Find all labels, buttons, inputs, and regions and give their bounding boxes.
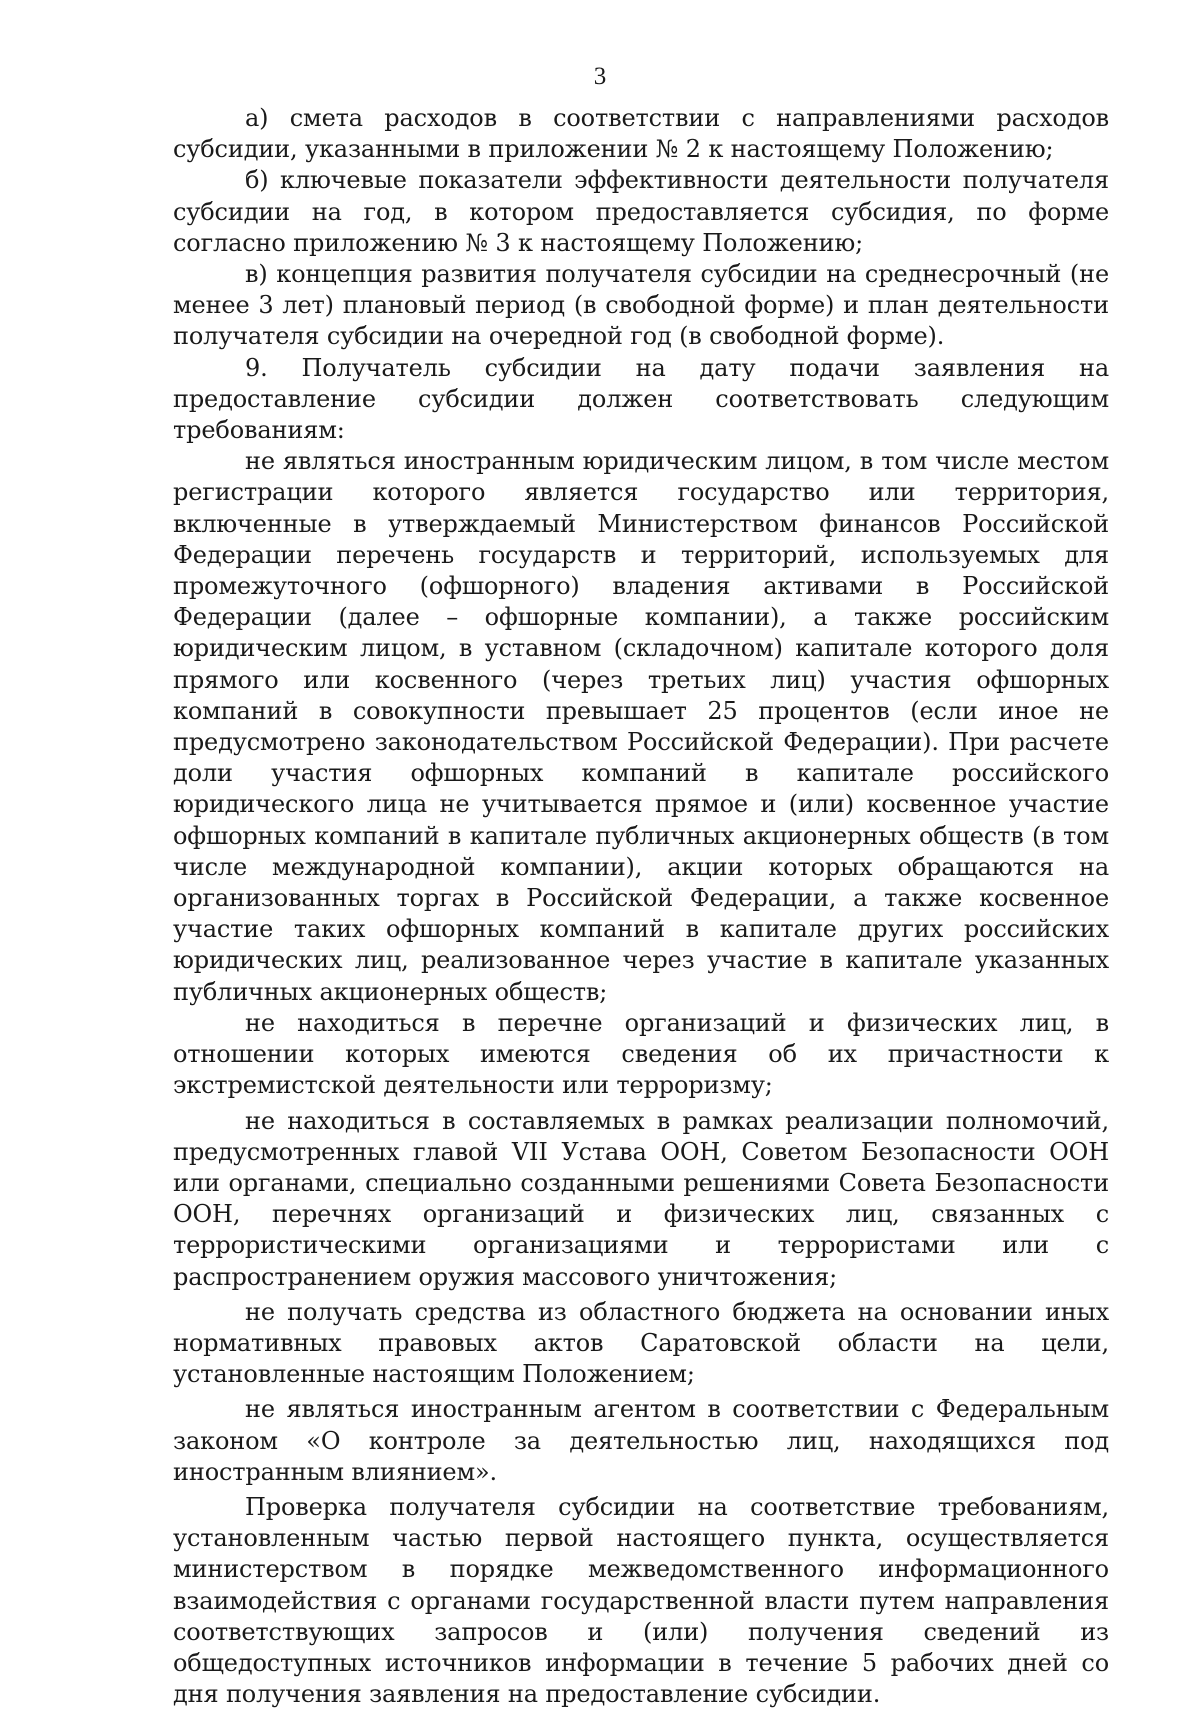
paragraph-8a-cost-estimate: а) смета расходов в соответствии с направлениями расходов субсидии, указанными в приложении № 2 к настоящему Положению;: [173, 104, 1109, 164]
requirement-not-foreign-agent: не являться иностранным агентом в соответствии с Федеральным законом «О контроле за деятельностью лиц, находящихся под иностранным влиянием».: [173, 1395, 1109, 1486]
requirement-not-in-extremism-list: не находиться в перечне организаций и физических лиц, в отношении которых имеются сведения об их причастности к экстремистской деятельности или терроризму;: [173, 1008, 1109, 1100]
requirement-no-other-budget-funds: не получать средства из областного бюджета на основании иных нормативных правовых актов Саратовской области на цели, установленные настоящим Положением;: [173, 1297, 1109, 1389]
paragraph-verification-procedure: Проверка получателя субсидии на соответствие требованиям, установленным частью первой настоящего пункта, осуществляется министерством в порядке межведомственного информационного взаимодействия с органами государственной власти путем направления соответствующих запросов и (или) получения сведений из общедоступных источников информации в течение 5 рабочих дней со дня получения заявления на предоставление субсидии.: [173, 1492, 1109, 1709]
page-number: 3: [593, 63, 607, 90]
paragraph-8c-development-concept: в) концепция развития получателя субсидии на среднесрочный (не менее 3 лет) плановый период (в свободной форме) и план деятельности получателя субсидии на очередной год (в свободной форме).: [173, 260, 1109, 351]
document-body: [173, 103, 1109, 1710]
paragraph-8b-key-indicators: б) ключевые показатели эффективности деятельности получателя субсидии на год, в котором предоставляется субсидия, по форме согласно приложению № 3 к настоящему Положению;: [173, 166, 1109, 257]
requirement-not-in-un-lists: не находиться в составляемых в рамках реализации полномочий, предусмотренных главой VII Устава ООН, Советом Безопасности ООН или органами, специально созданными решениями Совета Безопасности ООН, перечнях организаций и физических лиц, связанных с террористическими организациями и террористами или с распространением оружия массового уничтожения;: [173, 1106, 1109, 1291]
requirement-not-foreign-entity: не являться иностранным юридическим лицом, в том числе местом регистрации которого является государство или территория, включенные в утверждаемый Министерством финансов Российской Федерации перечень государств и территорий, используемых для промежуточного (офшорного) владения активами в Российской Федерации (далее – офшорные компании), а также российским юридическим лицом, в уставном (складочном) капитале которого доля прямого или косвенного (через третьих лиц) участия офшорных компаний в совокупности превышает 25 процентов (если иное не предусмотрено законодательством Российской Федерации). При расчете доли участия офшорных компаний в капитале российского юридического лица не учитывается прямое и (или) косвенное участие офшорных компаний в капитале публичных акционерных обществ (в том числе международной компании), акции которых обращаются на организованных торгах в Российской Федерации, а также косвенное участие таких офшорных компаний в капитале других российских юридических лиц, реализованное через участие в капитале указанных публичных акционерных обществ;: [173, 447, 1109, 1006]
paragraph-9-requirements-intro: 9. Получатель субсидии на дату подачи заявления на предоставление субсидии должен соответствовать следующим требованиям:: [173, 353, 1109, 445]
